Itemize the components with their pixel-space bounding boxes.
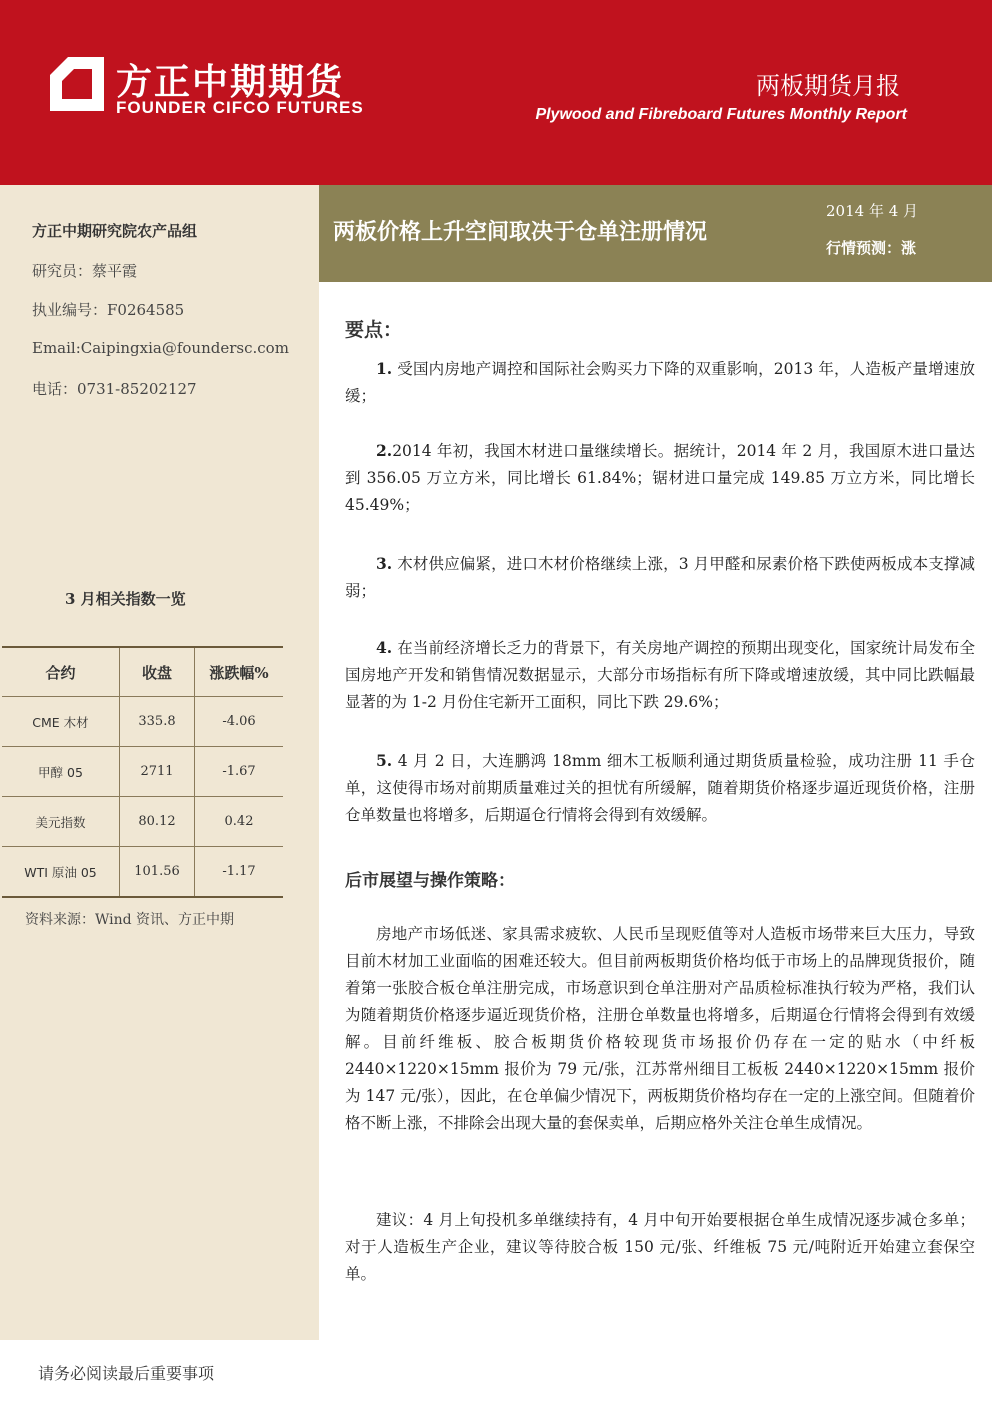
company-name-en: FOUNDER CIFCO FUTURES [116, 98, 364, 117]
key-point-4 [345, 634, 975, 716]
cell-contract: 甲醇 05 [2, 747, 120, 797]
report-header [0, 0, 992, 185]
company-name-cn: 方正中期期货 [116, 62, 345, 103]
cell-contract: CME 木材 [2, 697, 120, 747]
report-date: 2014 年 4 月 [826, 202, 919, 220]
cell-change: -1.17 [195, 847, 284, 898]
data-source: 资料来源：Wind 资讯、方正中期 [25, 912, 235, 928]
index-table [2, 646, 283, 898]
cell-close: 80.12 [120, 797, 195, 847]
cell-close: 101.56 [120, 847, 195, 898]
key-points-heading: 要点： [345, 319, 403, 341]
founder-logo-icon [48, 55, 106, 113]
table-row [2, 747, 283, 797]
cell-change: 0.42 [195, 797, 284, 847]
point-text: 2014 年初，我国木材进口量继续增长。据统计，2014 年 2 月，我国原木进口量达到 356.05 万立方米，同比增长 61.84%；锯材进口量完成 149.85 万立方米，同比增长 45.49%； [345, 442, 975, 514]
outlook-paragraph: 房地产市场低迷、家具需求疲软、人民币呈现贬值等对人造板市场带来巨大压力，导致目前木材加工业面临的困难还较大。但目前两板期货价格均低于市场上的品牌现货报价，随着第一张胶合板仓单注册完成，市场意识到仓单注册对产品质检标准执行较为严格，我们认为随着期货价格逐步逼近现货价格，注册仓单数量也将增多，后期逼仓行情将会得到有效缓解。目前纤维板、胶合板期货价格较现货市场报价仍存在一定的贴水（中纤板 2440×1220×15mm 报价为 79 元/张，江苏常州细目工板板 2440×1220×15mm 报价为 147 元/张），因此，在仓单偏少情况下，两板期货价格均存在一定的上涨空间。但随着价格不断上涨，不排除会出现大量的套保卖单，后期应格外关注仓单生成情况。 [345, 925, 975, 1132]
table-header-row [2, 647, 283, 697]
point-number: 4. [376, 638, 393, 657]
index-table-title: 3 月相关指数一览 [65, 590, 186, 608]
outlook-heading: 后市展望与操作策略： [345, 871, 515, 891]
point-number: 3. [376, 554, 393, 573]
report-title-en: Plywood and Fibreboard Futures Monthly Report [535, 106, 907, 123]
point-text: 受国内房地产调控和国际社会购买力下降的双重影响，2013 年，人造板产量增速放缓； [345, 360, 975, 405]
research-org: 方正中期研究院农产品组 [32, 222, 198, 240]
researcher: 研究员：蔡平霞 [32, 262, 138, 280]
disclaimer-note: 请务必阅读最后重要事项 [38, 1364, 215, 1383]
point-text: 在当前经济增长乏力的背景下，有关房地产调控的预期出现变化，国家统计局发布全国房地产开发和销售情况数据显示，大部分市场指标有所下降或增速放缓，其中同比跌幅最显著的为 1-2 月份住宅新开工面积，同比下跌 29.6%； [345, 639, 975, 711]
point-number: 2. [376, 441, 393, 460]
cell-close: 2711 [120, 747, 195, 797]
col-header-contract: 合约 [2, 647, 120, 697]
phone: 电话：0731-85202127 [32, 380, 197, 398]
key-point-5 [345, 747, 975, 829]
cell-close: 335.8 [120, 697, 195, 747]
table-row [2, 847, 283, 898]
key-point-2 [345, 437, 975, 519]
cell-contract: WTI 原油 05 [2, 847, 120, 898]
table-row [2, 797, 283, 847]
key-point-1 [345, 355, 975, 410]
point-text: 木材供应偏紧，进口木材价格继续上涨，3 月甲醛和尿素价格下跌使两板成本支撑减弱； [345, 555, 975, 600]
cell-contract: 美元指数 [2, 797, 120, 847]
point-number: 5. [376, 751, 393, 770]
report-title: 两板期货月报 [756, 72, 900, 100]
cell-change: -1.67 [195, 747, 284, 797]
sidebar [0, 185, 319, 1340]
table-row [2, 697, 283, 747]
headline: 两板价格上升空间取决于仓单注册情况 [333, 219, 708, 245]
col-header-change: 涨跌幅% [195, 647, 284, 697]
point-text: 4 月 2 日，大连鹏鸿 18mm 细木工板顺利通过期货质量检验，成功注册 11 手仓单，这使得市场对前期质量难过关的担忧有所缓解，随着期货价格逐步逼近现货价格，注册仓单数量也将增多，后期逼仓行情将会得到有效缓解。 [345, 752, 975, 824]
col-header-close: 收盘 [120, 647, 195, 697]
title-band [319, 185, 992, 282]
license-number: 执业编号：F0264585 [32, 301, 185, 319]
recommendation-paragraph: 建议：4 月上旬投机多单继续持有，4 月中旬开始要根据仓单生成情况逐步减仓多单；对于人造板生产企业，建议等待胶合板 150 元/张、纤维板 75 元/吨附近开始建立套保空单。 [345, 1211, 975, 1283]
key-point-3 [345, 550, 975, 605]
point-number: 1. [376, 359, 393, 378]
email: Email:Caipingxia@foundersc.com [32, 339, 289, 357]
market-forecast: 行情预测：涨 [826, 239, 917, 257]
cell-change: -4.06 [195, 697, 284, 747]
